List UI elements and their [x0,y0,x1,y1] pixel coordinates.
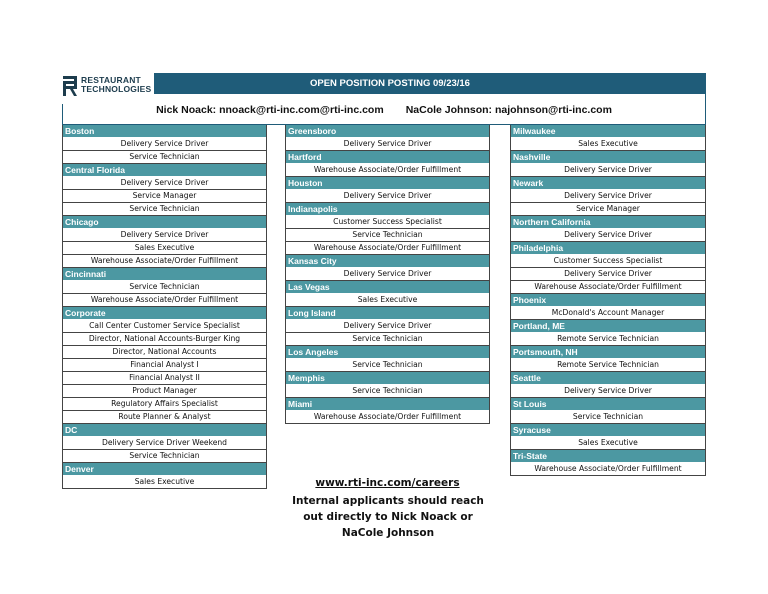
internal-applicants-note: Internal applicants should reach out directly to Nick Noack or NaCole Johnson [292,495,484,539]
job-listing: Remote Service Technician [511,359,705,372]
logo-r-icon [63,76,77,96]
city-header: Northern California [511,216,705,229]
city-header: Portland, ME [511,320,705,333]
job-listing: Delivery Service Driver [286,138,489,151]
job-listing: Delivery Service Driver [63,229,266,242]
city-header: St Louis [511,398,705,411]
job-listing: Service Technician [286,359,489,372]
city-header: Seattle [511,372,705,385]
city-header: Milwaukee [511,125,705,138]
city-header: Boston [63,125,266,138]
city-header: Greensboro [286,125,489,138]
job-listing: Delivery Service Driver [511,190,705,203]
job-listing: Delivery Service Driver [511,164,705,177]
job-listing: McDonald's Account Manager [511,307,705,320]
job-listing: Delivery Service Driver Weekend [63,437,266,450]
job-listing: Warehouse Associate/Order Fulfillment [511,281,705,294]
logo-line1: RESTAURANT [81,75,141,85]
job-listing: Call Center Customer Service Specialist [63,320,266,333]
positions-grid [62,125,706,539]
city-header: Miami [286,398,489,411]
city-header: Los Angeles [286,346,489,359]
job-listing: Delivery Service Driver [286,320,489,333]
job-listing: Remote Service Technician [511,333,705,346]
city-header: Phoenix [511,294,705,307]
city-header: Philadelphia [511,242,705,255]
job-listing: Warehouse Associate/Order Fulfillment [63,255,266,268]
logo-wordmark [81,76,151,93]
job-listing: Delivery Service Driver [511,385,705,398]
city-header: Nashville [511,151,705,164]
job-listing: Service Manager [511,203,705,216]
job-listing: Warehouse Associate/Order Fulfillment [286,411,489,424]
logo-line2: TECHNOLOGIES [81,83,152,94]
city-header: Hartford [286,151,489,164]
careers-link[interactable]: www.rti-inc.com/careers [315,477,460,489]
city-header: Denver [63,463,266,476]
job-listing: Service Technician [63,450,266,463]
job-listing: Warehouse Associate/Order Fulfillment [286,164,489,177]
city-header: DC [63,424,266,437]
city-header: Newark [511,177,705,190]
job-listing: Service Technician [63,203,266,216]
job-listing: Service Technician [511,411,705,424]
column-2 [285,125,490,424]
job-listing: Sales Executive [63,242,266,255]
page-title: OPEN POSITION POSTING 09/23/16 [310,78,470,89]
city-header: Cincinnati [63,268,266,281]
job-listing: Customer Success Specialist [286,216,489,229]
job-listing: Director, National Accounts [63,346,266,359]
city-header: Central Florida [63,164,266,177]
column-1 [62,125,267,489]
city-header: Houston [286,177,489,190]
contact-nacole: NaCole Johnson: najohnson@rti-inc.com [405,104,612,116]
city-header: Las Vegas [286,281,489,294]
job-listing: Delivery Service Driver [286,268,489,281]
city-header: Long Island [286,307,489,320]
city-header: Chicago [63,216,266,229]
job-listing: Service Technician [63,281,266,294]
job-listing: Service Technician [63,151,266,164]
city-header: Memphis [286,372,489,385]
job-listing: Delivery Service Driver [63,177,266,190]
job-listing: Delivery Service Driver [511,229,705,242]
job-listing: Service Technician [286,385,489,398]
job-listing: Product Manager [63,385,266,398]
job-listing: Warehouse Associate/Order Fulfillment [511,463,705,476]
company-logo [62,73,154,104]
job-listing: Director, National Accounts-Burger King [63,333,266,346]
job-listing: Service Technician [286,229,489,242]
city-header: Corporate [63,307,266,320]
job-listing: Sales Executive [511,138,705,151]
city-header: Portsmouth, NH [511,346,705,359]
job-listing: Customer Success Specialist [511,255,705,268]
city-header: Tri-State [511,450,705,463]
job-listing: Delivery Service Driver [286,190,489,203]
job-listing: Financial Analyst II [63,372,266,385]
city-header: Kansas City [286,255,489,268]
posting-sheet [62,73,706,539]
job-listing: Service Technician [286,333,489,346]
job-listing: Delivery Service Driver [511,268,705,281]
job-listing: Service Manager [63,190,266,203]
job-listing: Sales Executive [511,437,705,450]
city-header: Indianapolis [286,203,489,216]
job-listing: Sales Executive [286,294,489,307]
contact-row [62,94,706,125]
job-listing: Sales Executive [63,476,266,489]
header-bar [62,73,706,94]
job-listing: Financial Analyst I [63,359,266,372]
city-header: Syracuse [511,424,705,437]
job-listing: Warehouse Associate/Order Fulfillment [63,294,266,307]
column-3 [510,125,706,476]
job-listing: Regulatory Affairs Specialist [63,398,266,411]
job-listing: Route Planner & Analyst [63,411,266,424]
job-listing: Delivery Service Driver [63,138,266,151]
contact-nick: Nick Noack: nnoack@rti-inc.com@rti-inc.com [156,104,384,116]
job-listing: Warehouse Associate/Order Fulfillment [286,242,489,255]
